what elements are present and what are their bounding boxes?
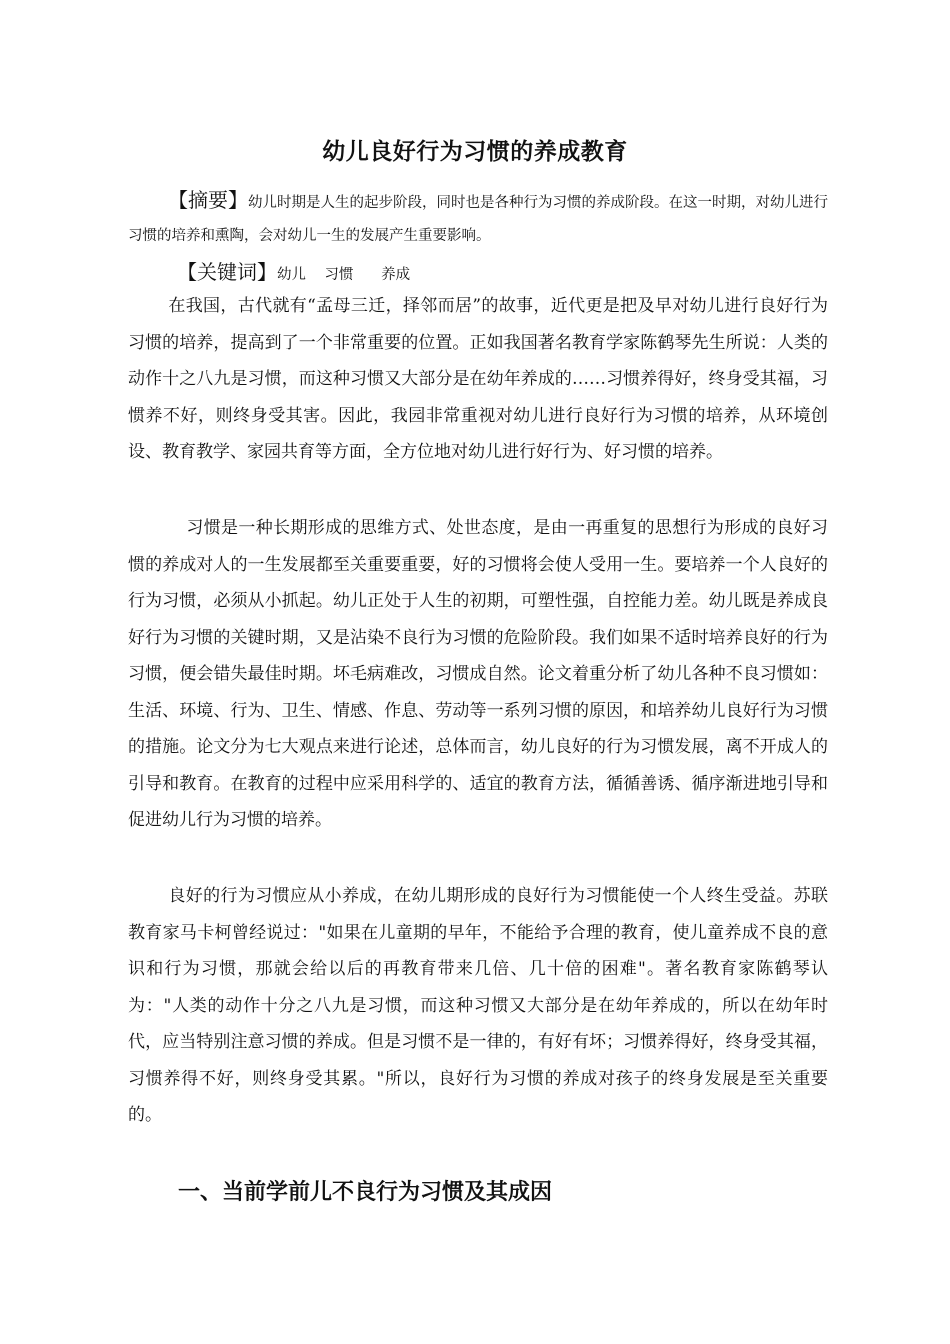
paragraph-text: 良好的行为习惯应从小养成，在幼儿期形成的良好行为习惯能使一个人终生受益。苏联教育家马卡柯曾经说过："如果在儿童期的早年，不能给予合理的教育，使儿童养成不良的意识和行为习惯，那就会给以后的再教育带来几倍、几十倍的困难"。著名教育家陈鹤琴认为："人类的动作十分之八九是习惯，而这种习惯又大部分是在幼年养成的，所以在幼年时代，应当特别注意习惯的养成。但是习惯不是一律的，有好有坏；习惯养得好，终身受其福，习惯养得不好，则终身受其累。"所以，良好行为习惯的养成对孩子的终身发展是至关重要的。 xyxy=(128,886,828,1125)
keywords-label: 【关键词】 xyxy=(177,260,277,284)
body-paragraph-3 xyxy=(128,878,828,1134)
abstract-text: 幼儿时期是人生的起步阶段，同时也是各种行为习惯的养成阶段。在这一时期，对幼儿进行习惯的培养和熏陶，会对幼儿一生的发展产生重要影响。 xyxy=(128,195,828,244)
abstract-block xyxy=(128,184,828,253)
keywords-block xyxy=(177,258,410,289)
section-heading: 一、当前学前儿不良行为习惯及其成因 xyxy=(178,1180,553,1205)
keywords-text: 幼儿 习惯 养成 xyxy=(277,267,411,283)
document-title: 幼儿良好行为习惯的养成教育 xyxy=(322,139,628,165)
abstract-label: 【摘要】 xyxy=(168,188,248,212)
paragraph-text: 习惯是一种长期形成的思维方式、处世态度，是由一再重复的思想行为形成的良好习惯的养成对人的一生发展都至关重要重要，好的习惯将会使人受用一生。要培养一个人良好的行为习惯，必须从小抓起。幼儿正处于人生的初期，可塑性强，自控能力差。幼儿既是养成良好行为习惯的关键时期，又是沾染不良行为习惯的危险阶段。我们如果不适时培养良好的行为习惯，便会错失最佳时期。坏毛病难改，习惯成自然。论文着重分析了幼儿各种不良习惯如：生活、环境、行为、卫生、情感、作息、劳动等一系列习惯的原因，和培养幼儿良好行为习惯的措施。论文分为七大观点来进行论述，总体而言，幼儿良好的行为习惯发展，离不开成人的引导和教育。在教育的过程中应采用科学的、适宜的教育方法，循循善诱、循序渐进地引导和促进幼儿行为习惯的培养。 xyxy=(128,518,828,830)
body-paragraph-2 xyxy=(128,510,828,839)
body-paragraph-1 xyxy=(128,288,828,471)
abstract-indent xyxy=(128,195,168,211)
paragraph-text: 在我国，古代就有“孟母三迁，择邻而居”的故事，近代更是把及早对幼儿进行良好行为习惯的培养，提高到了一个非常重要的位置。正如我国著名教育学家陈鹤琴先生所说：人类的动作十之八九是习惯，而这种习惯又大部分是在幼年养成的……习惯养得好，终身受其福，习惯养不好，则终身受其害。因此，我园非常重视对幼儿进行良好行为习惯的培养，从环境创设、教育教学、家园共育等方面，全方位地对幼儿进行好行为、好习惯的培养。 xyxy=(128,296,828,462)
